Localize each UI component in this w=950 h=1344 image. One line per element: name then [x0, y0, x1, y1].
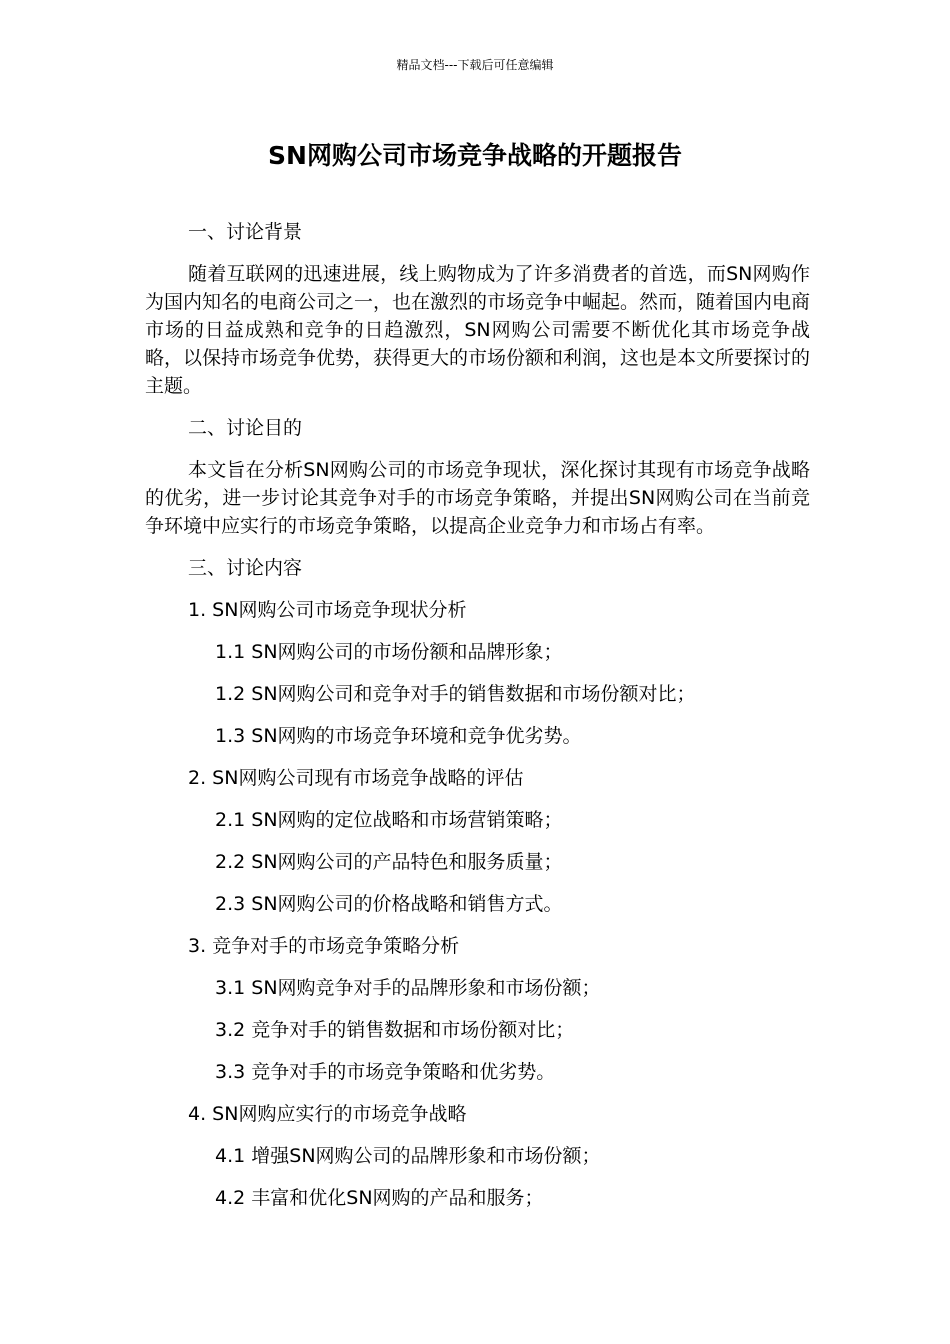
outline-item-4-2: 4.2 丰富和优化SN网购的产品和服务； — [215, 1187, 544, 1209]
outline-item-3-1: 3.1 SN网购竞争对手的品牌形象和市场份额； — [215, 977, 601, 999]
document-body — [145, 218, 810, 1226]
section-heading-purpose: 二、讨论目的 — [188, 417, 303, 439]
page-header: 精品文档---下载后可任意编辑 — [396, 58, 554, 72]
section-paragraph-background: 随着互联网的迅速进展，线上购物成为了许多消费者的首选，而SN网购作为国内知名的电商公司之一，也在激烈的市场竞争中崛起。然而，随着国内电商市场的日益成熟和竞争的日趋激烈，SN网购公司需要不断优化其市场竞争战略，以保持市场竞争优势，获得更大的市场份额和利润，这也是本文所要探讨的主题。 — [145, 263, 811, 397]
section-heading-background: 一、讨论背景 — [188, 221, 303, 243]
outline-item-2-3: 2.3 SN网购公司的价格战略和销售方式。 — [215, 893, 563, 915]
outline-item-4: 4. SN网购应实行的市场竞争战略 — [188, 1103, 467, 1125]
outline-item-2-1: 2.1 SN网购的定位战略和市场营销策略； — [215, 809, 563, 831]
outline-item-1: 1. SN网购公司市场竞争现状分析 — [188, 599, 467, 621]
outline-item-2-2: 2.2 SN网购公司的产品特色和服务质量； — [215, 851, 563, 873]
outline-item-3-3: 3.3 竞争对手的市场竞争策略和优劣势。 — [215, 1061, 556, 1083]
outline-item-4-1: 4.1 增强SN网购公司的品牌形象和市场份额； — [215, 1145, 601, 1167]
outline-item-1-1: 1.1 SN网购公司的市场份额和品牌形象； — [215, 641, 563, 663]
section-paragraph-purpose: 本文旨在分析SN网购公司的市场竞争现状，深化探讨其现有市场竞争战略的优劣，进一步讨论其竞争对手的市场竞争策略，并提出SN网购公司在当前竞争环境中应实行的市场竞争策略，以提高企业竞争力和市场占有率。 — [145, 459, 810, 537]
outline-item-1-2: 1.2 SN网购公司和竞争对手的销售数据和市场份额对比； — [215, 683, 696, 705]
outline-item-3: 3. 竞争对手的市场竞争策略分析 — [188, 935, 460, 957]
document-title: SN网购公司市场竞争战略的开题报告 — [268, 141, 682, 170]
section-heading-content: 三、讨论内容 — [188, 557, 303, 579]
outline-item-1-3: 1.3 SN网购的市场竞争环境和竞争优劣势。 — [215, 725, 582, 747]
outline-item-2: 2. SN网购公司现有市场竞争战略的评估 — [188, 767, 524, 789]
outline-item-3-2: 3.2 竞争对手的销售数据和市场份额对比； — [215, 1019, 575, 1041]
